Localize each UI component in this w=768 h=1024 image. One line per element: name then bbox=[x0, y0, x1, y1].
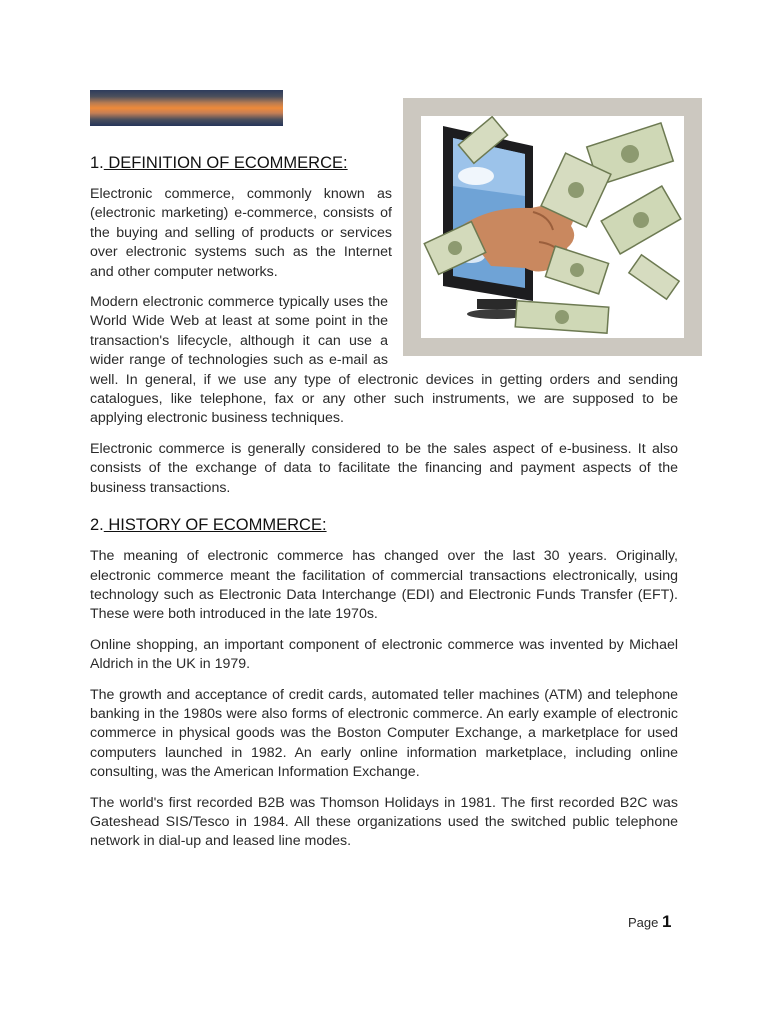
paragraph: The world's first recorded B2B was Thomson Holidays in 1981. The first recorded B2C was Gateshead SIS/Tesco in 1984. All these organizations used the switched public telephone network in dial-up and leased line modes. bbox=[90, 794, 678, 850]
paragraph: Online shopping, an important component of electronic commerce was invented by Michael Aldrich in the UK in 1979. bbox=[90, 636, 678, 673]
section-heading bbox=[90, 150, 678, 176]
document-body bbox=[90, 150, 678, 852]
paragraph: Electronic commerce is generally considered to be the sales aspect of e-business. It also consists of the exchange of data to facilitate the financing and payment aspects of the business transactions. bbox=[90, 440, 678, 496]
section-heading bbox=[90, 512, 678, 538]
header-banner bbox=[90, 90, 283, 126]
paragraph: The meaning of electronic commerce has changed over the last 30 years. Originally, electronic commerce meant the facilitation of commercial transactions electronically, using technology such as Electronic Data Interchange (EDI) and Electronic Funds Transfer (EFT). These were both introduced in the late 1970s. bbox=[90, 548, 678, 623]
section-number: 1. bbox=[90, 154, 104, 172]
image-float-space bbox=[388, 293, 678, 370]
page-number bbox=[628, 912, 671, 932]
wrapped-paragraph-block bbox=[90, 293, 678, 429]
section-title: DEFINITION OF ECOMMERCE: bbox=[103, 154, 348, 172]
section-title: HISTORY OF ECOMMERCE: bbox=[103, 516, 327, 535]
page-label: Page bbox=[628, 915, 659, 930]
section-number: 2. bbox=[90, 516, 104, 535]
page-number-value: 1 bbox=[662, 912, 672, 931]
paragraph: Electronic commerce, commonly known as (electronic marketing) e-commerce, consists of the buying and selling of products or services over electronic systems such as the Internet and other computer networks. bbox=[90, 186, 392, 280]
paragraph: The growth and acceptance of credit cards, automated teller machines (ATM) and telephone banking in the 1980s were also forms of electronic commerce. An early example of electronic commerce in physical goods was the Boston Computer Exchange, a marketplace for used computers launched in 1982. An early online information marketplace, including online consulting, was the American Information Exchange. bbox=[90, 686, 678, 781]
paragraph: Modern electronic commerce typically uses the World Wide Web at least at some point in the transaction's lifecycle, although it can use a wider range of technologies such as e-mail as well. In general, if we use any type of electronic devices in getting orders and sending catalogues, like telephone, fax or any other such instruments, we are supposed to be applying electronic business techniques. bbox=[90, 294, 678, 427]
